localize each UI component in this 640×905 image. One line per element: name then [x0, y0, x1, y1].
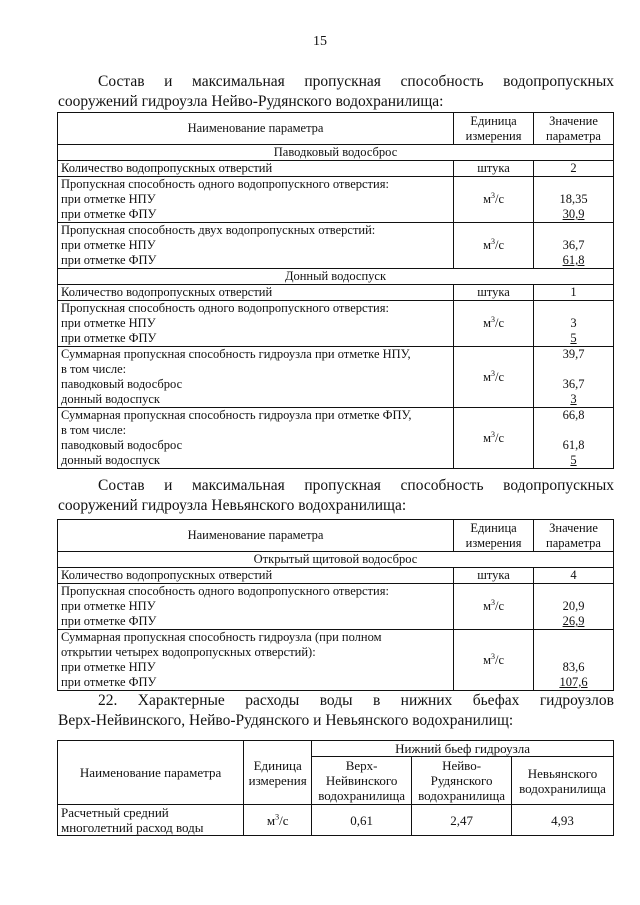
row-name: [58, 301, 454, 347]
table-neyvo-rudyanskoe: [57, 112, 614, 469]
row-name-line: при отметке НПУ: [61, 192, 156, 206]
column-header-tailwater: Нижний бьеф гидроузла: [312, 741, 614, 757]
row-name: [58, 161, 454, 177]
row-name-line: Пропускная способность двух водопропускных отверстий:: [61, 223, 376, 237]
unit-base: м: [483, 599, 491, 613]
section-row: [58, 552, 614, 568]
row-value: [534, 423, 613, 438]
row-value: 18,35: [559, 192, 588, 206]
section-row: [58, 145, 614, 161]
row-unit: [454, 630, 534, 691]
unit-tail: /с: [279, 812, 289, 828]
unit-base: м: [483, 369, 491, 384]
row-value-verkh-neyvinsky: 0,61: [312, 805, 412, 836]
row-unit: штука: [454, 285, 534, 301]
table-row: [58, 223, 614, 269]
row-name-line: Суммарная пропускная способность гидроузла при отметке НПУ,: [61, 347, 411, 361]
row-unit: [454, 223, 534, 269]
row-values: [534, 568, 614, 584]
row-value: 83,6: [562, 660, 585, 674]
table-body: [58, 145, 614, 469]
row-name-line: Количество водопропускных отверстий: [61, 568, 273, 582]
row-name-line: Суммарная пропускная способность гидроузла при отметке ФПУ,: [61, 408, 412, 422]
row-name-line: при отметке ФПУ: [61, 207, 157, 221]
column-header-value: Значение параметра: [534, 520, 614, 552]
row-value: [534, 584, 613, 599]
row-unit: [244, 805, 312, 836]
row-values: [534, 630, 614, 691]
word: в: [372, 692, 381, 709]
word: гидроузлов: [539, 692, 614, 709]
row-value: 26,9: [562, 614, 585, 628]
section2-heading: Состав и максимальная пропускная способность водопропускных сооружений гидроузла Невьянского водохранилища:: [58, 477, 614, 514]
word: бьефах: [472, 692, 520, 709]
column-header-value: Значение параметра: [534, 113, 614, 145]
unit-base: м: [266, 812, 276, 828]
row-values: [534, 161, 614, 177]
table-row: [58, 161, 614, 177]
row-value: 61,8: [562, 438, 585, 452]
row-name-line: донный водоспуск: [61, 453, 160, 467]
row-name-line: Суммарная пропускная способность гидроузла (при полном: [61, 630, 382, 644]
row-name: [58, 805, 244, 836]
row-name-line: паводковый водосброс: [61, 438, 183, 452]
section-title: Открытый щитовой водосброс: [58, 552, 614, 568]
row-values: [534, 347, 614, 408]
row-name: [58, 223, 454, 269]
row-name-line: Количество водопропускных отверстий: [61, 285, 273, 299]
column-header-unit: Единица измерения: [244, 741, 312, 805]
section3-line1: [58, 691, 614, 711]
row-name-line: в том числе:: [61, 362, 127, 376]
word: воды: [319, 692, 353, 709]
row-value: 66,8: [562, 408, 585, 422]
row-value: 2: [570, 161, 577, 175]
column-header-neyvo-rudyansky: Нейво-Рудянского водохранилища: [412, 757, 512, 805]
row-name: [58, 177, 454, 223]
section3-line2: Верх-Нейвинского, Нейво-Рудянского и Невьянского водохранилищ:: [58, 712, 514, 729]
row-name-line: донный водоспуск: [61, 392, 160, 406]
table-row: [58, 584, 614, 630]
unit-base: м: [483, 430, 491, 445]
row-unit: [454, 301, 534, 347]
unit-tail: /с: [495, 238, 505, 252]
unit-sup: 3: [491, 597, 495, 607]
row-value: 20,9: [562, 599, 585, 613]
table-row: [58, 568, 614, 584]
row-value: 30,9: [562, 207, 585, 221]
unit-tail: /с: [495, 430, 505, 445]
row-unit: [454, 584, 534, 630]
unit-tail: /с: [495, 192, 505, 206]
row-value: [534, 362, 613, 377]
table-row: [58, 347, 614, 408]
table-row: [58, 177, 614, 223]
table-row: [58, 285, 614, 301]
section-title: Паводковый водосброс: [58, 145, 614, 161]
row-name: [58, 584, 454, 630]
row-value: [534, 630, 613, 645]
word: расходы: [245, 692, 300, 709]
row-name-line: паводковый водосброс: [61, 377, 183, 391]
table-row: [58, 630, 614, 691]
row-unit: [454, 408, 534, 469]
section-title: Донный водоспуск: [58, 269, 614, 285]
row-name-line: Пропускная способность одного водопропускного отверстия:: [61, 301, 389, 315]
unit-base: м: [483, 652, 491, 667]
row-value: 61,8: [562, 253, 585, 267]
unit-sup: 3: [491, 236, 495, 246]
row-value-neyvo-rudyansky: 2,47: [412, 805, 512, 836]
table-row: [58, 408, 614, 469]
column-header-unit: Единица измерения: [454, 113, 534, 145]
row-value: 36,7: [562, 377, 585, 391]
row-value: 107,6: [559, 675, 588, 689]
table-tailwater-flows: [57, 740, 614, 836]
row-value: 36,7: [562, 238, 585, 252]
row-values: [534, 301, 614, 347]
unit-tail: /с: [495, 599, 505, 613]
row-name-line: многолетний расход воды: [61, 820, 204, 835]
word: Характерные: [137, 692, 225, 709]
row-name-line: при отметке НПУ: [61, 316, 156, 330]
row-name-line: в том числе:: [61, 423, 127, 437]
row-name-line: Количество водопропускных отверстий: [61, 161, 273, 175]
unit-sup: 3: [275, 812, 280, 822]
unit-sup: 3: [491, 651, 495, 661]
row-name-line: при отметке ФПУ: [61, 331, 157, 345]
row-name-line: при отметке НПУ: [61, 238, 156, 252]
row-unit: штука: [454, 568, 534, 584]
row-unit: штука: [454, 161, 534, 177]
column-header-verkh-neyvinsky: Верх-Нейвинского водохранилища: [312, 757, 412, 805]
row-name-line: при отметке НПУ: [61, 660, 156, 674]
unit-tail: /с: [495, 316, 505, 330]
column-header-unit: Единица измерения: [454, 520, 534, 552]
table-header-row: [58, 113, 614, 145]
row-value: 5: [570, 331, 577, 345]
column-header-name: Наименование параметра: [58, 520, 454, 552]
row-unit: [454, 177, 534, 223]
section3-number: 22.: [98, 692, 118, 709]
word: нижних: [400, 692, 453, 709]
row-value: [534, 223, 613, 238]
section-row: [58, 269, 614, 285]
table-header-row: [58, 741, 614, 757]
column-header-name: Наименование параметра: [58, 113, 454, 145]
table-nevyanskoe: [57, 519, 614, 691]
row-name-line: Пропускная способность одного водопропускного отверстия:: [61, 177, 389, 191]
row-name-line: Расчетный средний: [61, 805, 169, 820]
row-value: 1: [570, 285, 577, 299]
section3-paragraph: [58, 691, 614, 731]
unit-sup: 3: [491, 429, 495, 439]
unit-tail: /с: [495, 652, 505, 667]
column-header-nevyansky: Невьянского водохранилища: [512, 757, 614, 805]
row-values: [534, 177, 614, 223]
row-name: [58, 630, 454, 691]
row-value: [534, 177, 613, 192]
table-body: [58, 552, 614, 691]
row-name: [58, 285, 454, 301]
row-name-line: при отметке ФПУ: [61, 675, 157, 689]
table-row: [58, 301, 614, 347]
row-name-line: при отметке ФПУ: [61, 614, 157, 628]
row-value: 5: [570, 453, 577, 467]
unit-sup: 3: [491, 314, 495, 324]
unit-base: м: [483, 238, 491, 252]
row-name-line: Пропускная способность одного водопропускного отверстия:: [61, 584, 389, 598]
unit-tail: /с: [495, 369, 505, 384]
row-name-line: при отметке НПУ: [61, 599, 156, 613]
row-value: 3: [570, 392, 577, 406]
page-number: 15: [313, 34, 327, 49]
unit-sup: 3: [491, 368, 495, 378]
row-name: [58, 568, 454, 584]
column-header-name: Наименование параметра: [58, 741, 244, 805]
row-value: 4: [570, 568, 577, 582]
row-value: [534, 301, 613, 316]
row-name: [58, 408, 454, 469]
row-values: [534, 584, 614, 630]
section1-heading: Состав и максимальная пропускная способность водопропускных сооружений гидроузла Нейво-Рудянского водохранилища:: [58, 73, 614, 110]
table-header-row: [58, 520, 614, 552]
row-values: [534, 285, 614, 301]
row-value: [534, 645, 613, 660]
row-values: [534, 223, 614, 269]
unit-sup: 3: [491, 190, 495, 200]
row-value-nevyansky: 4,93: [512, 805, 614, 836]
table-row: [58, 805, 614, 836]
row-value: 3: [570, 316, 577, 330]
row-name: [58, 347, 454, 408]
row-values: [534, 408, 614, 469]
row-name-line: при отметке ФПУ: [61, 253, 157, 267]
unit-base: м: [483, 192, 491, 206]
row-name-line: открытии четырех водопропускных отверстий):: [61, 645, 316, 659]
row-unit: [454, 347, 534, 408]
row-value: 39,7: [562, 347, 585, 361]
unit-base: м: [483, 316, 491, 330]
